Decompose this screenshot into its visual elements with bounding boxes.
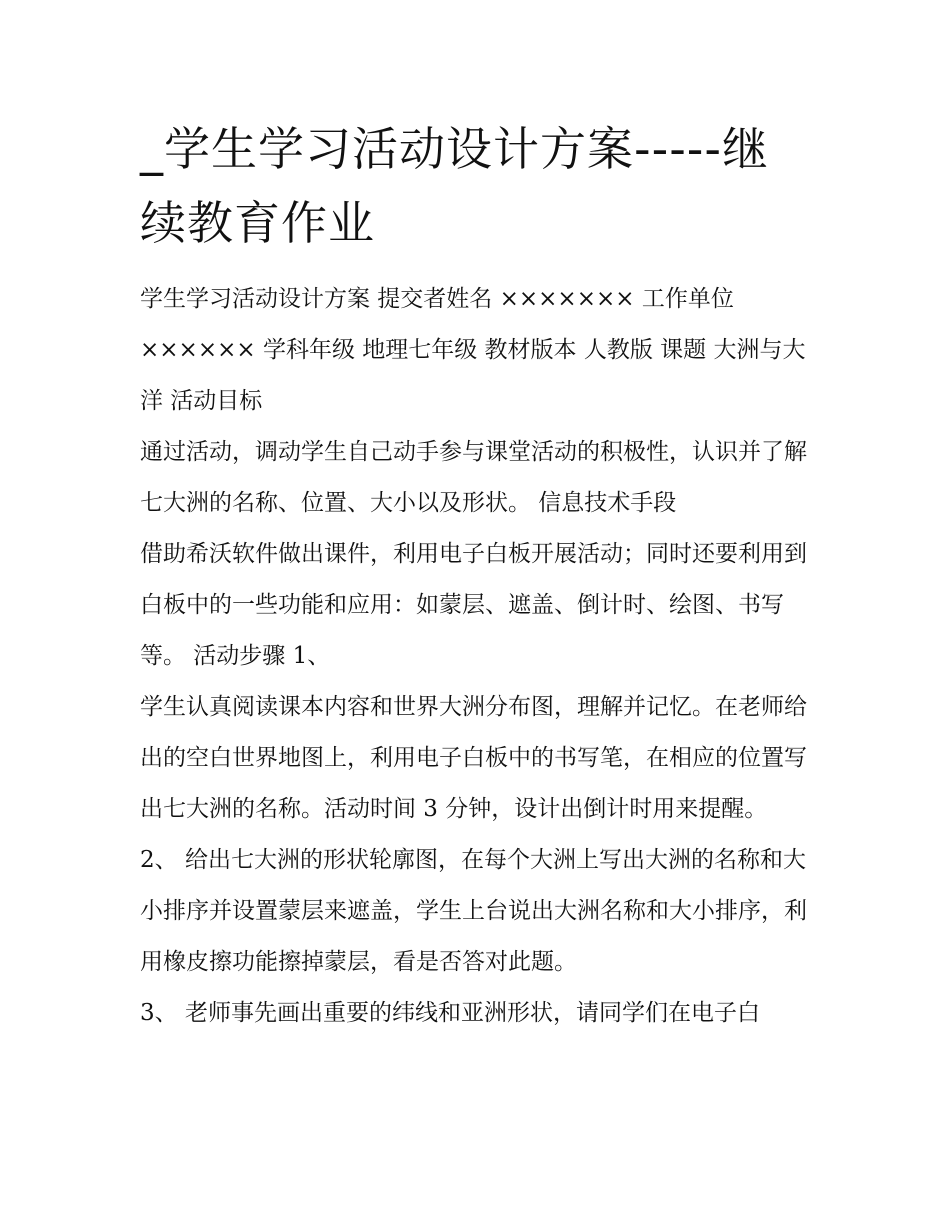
document-body <box>140 274 815 1039</box>
document-page <box>140 112 815 1039</box>
paragraph-step-3: 3、 老师事先画出重要的纬线和亚洲形状，请同学们在电子白 <box>140 1000 760 1026</box>
document-title: _学生学习活动设计方案-----继续教育作业 <box>140 122 769 250</box>
paragraph-step-1: 学生认真阅读课本内容和世界大洲分布图，理解并记忆。在老师给出的空白世界地图上，利用电子白板中的书写笔，在相应的位置写出七大洲的名称。活动时间 3 分钟，设计出倒计时用来提醒。 <box>140 694 807 822</box>
paragraph-step-2: 2、 给出七大洲的形状轮廓图，在每个大洲上写出大洲的名称和大小排序并设置蒙层来遮盖，学生上台说出大洲名称和大小排序，利用橡皮擦功能擦掉蒙层，看是否答对此题。 <box>140 847 807 975</box>
paragraph-tech-means: 借助希沃软件做出课件，利用电子白板开展活动；同时还要利用到白板中的一些功能和应用：如蒙层、遮盖、倒计时、绘图、书写等。 活动步骤 1、 <box>140 541 807 669</box>
paragraph-header-info: 学生学习活动设计方案 提交者姓名 ××××××× 工作单位 ×××××× 学科年级 地理七年级 教材版本 人教版 课题 大洲与大洋 活动目标 <box>140 286 806 414</box>
paragraph-activity-goal: 通过活动，调动学生自己动手参与课堂活动的积极性，认识并了解七大洲的名称、位置、大小以及形状。 信息技术手段 <box>140 439 807 516</box>
